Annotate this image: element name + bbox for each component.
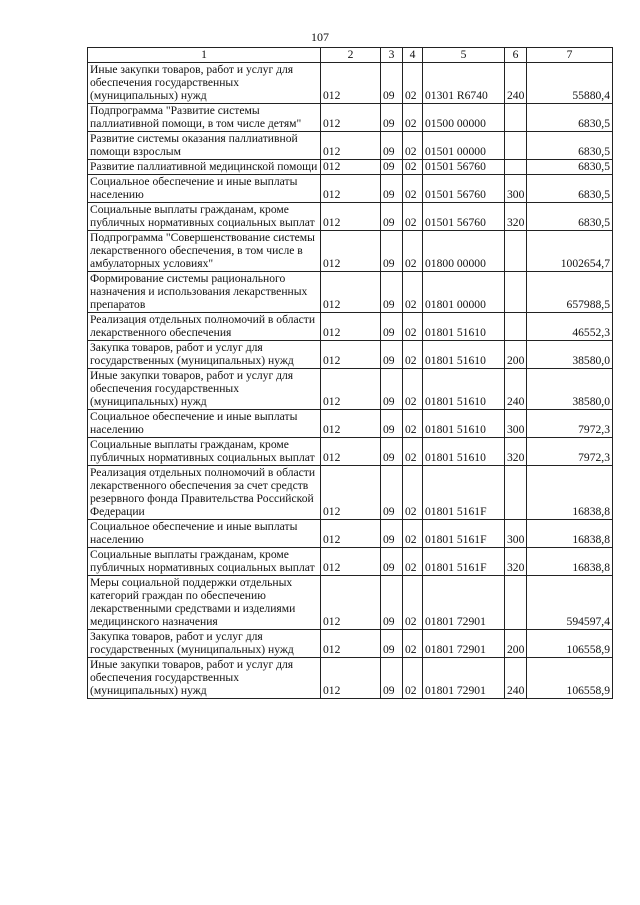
section-code-cell: 09 <box>381 438 403 466</box>
target-article-cell: 01800 00000 <box>423 231 505 272</box>
ministry-code-cell: 012 <box>321 630 381 658</box>
target-article-cell: 01801 51610 <box>423 341 505 369</box>
table-row <box>88 341 613 369</box>
expense-type-cell <box>505 466 527 520</box>
row-name-cell: Социальные выплаты гражданам, кроме публичных нормативных социальных выплат <box>88 548 321 576</box>
expense-type-cell <box>505 132 527 160</box>
ministry-code-cell: 012 <box>321 576 381 630</box>
table-row <box>88 175 613 203</box>
table-row <box>88 658 613 699</box>
row-name-cell: Социальное обеспечение и иные выплаты населению <box>88 175 321 203</box>
table-row <box>88 576 613 630</box>
expense-type-cell <box>505 231 527 272</box>
row-name-cell: Развитие системы оказания паллиативной помощи взрослым <box>88 132 321 160</box>
ministry-code-cell: 012 <box>321 466 381 520</box>
row-name-cell: Социальное обеспечение и иные выплаты населению <box>88 520 321 548</box>
amount-cell: 1002654,7 <box>527 231 613 272</box>
expense-type-cell: 240 <box>505 63 527 104</box>
table-row <box>88 231 613 272</box>
table-row <box>88 160 613 175</box>
target-article-cell: 01500 00000 <box>423 104 505 132</box>
ministry-code-cell: 012 <box>321 313 381 341</box>
target-article-cell: 01501 56760 <box>423 160 505 175</box>
ministry-code-cell: 012 <box>321 272 381 313</box>
column-header: 6 <box>505 48 527 63</box>
ministry-code-cell: 012 <box>321 175 381 203</box>
section-code-cell: 09 <box>381 548 403 576</box>
section-code-cell: 09 <box>381 104 403 132</box>
row-name-cell: Закупка товаров, работ и услуг для государственных (муниципальных) нужд <box>88 341 321 369</box>
subsection-code-cell: 02 <box>403 630 423 658</box>
subsection-code-cell: 02 <box>403 203 423 231</box>
subsection-code-cell: 02 <box>403 63 423 104</box>
ministry-code-cell: 012 <box>321 369 381 410</box>
ministry-code-cell: 012 <box>321 203 381 231</box>
amount-cell: 6830,5 <box>527 104 613 132</box>
expense-type-cell <box>505 160 527 175</box>
section-code-cell: 09 <box>381 466 403 520</box>
section-code-cell: 09 <box>381 203 403 231</box>
amount-cell: 657988,5 <box>527 272 613 313</box>
row-name-cell: Подпрограмма "Совершенствование системы лекарственного обеспечения, в том числе в амбулаторных условиях" <box>88 231 321 272</box>
target-article-cell: 01801 51610 <box>423 313 505 341</box>
section-code-cell: 09 <box>381 160 403 175</box>
target-article-cell: 01801 00000 <box>423 272 505 313</box>
subsection-code-cell: 02 <box>403 548 423 576</box>
section-code-cell: 09 <box>381 341 403 369</box>
row-name-cell: Меры социальной поддержки отдельных категорий граждан по обеспечению лекарственными средствами и изделиями медицинского назначения <box>88 576 321 630</box>
table-row <box>88 272 613 313</box>
subsection-code-cell: 02 <box>403 410 423 438</box>
subsection-code-cell: 02 <box>403 438 423 466</box>
subsection-code-cell: 02 <box>403 231 423 272</box>
ministry-code-cell: 012 <box>321 231 381 272</box>
expense-type-cell: 320 <box>505 548 527 576</box>
column-header: 7 <box>527 48 613 63</box>
target-article-cell: 01801 51610 <box>423 438 505 466</box>
subsection-code-cell: 02 <box>403 132 423 160</box>
subsection-code-cell: 02 <box>403 272 423 313</box>
amount-cell: 38580,0 <box>527 369 613 410</box>
amount-cell: 106558,9 <box>527 658 613 699</box>
section-code-cell: 09 <box>381 369 403 410</box>
target-article-cell: 01801 72901 <box>423 576 505 630</box>
ministry-code-cell: 012 <box>321 341 381 369</box>
section-code-cell: 09 <box>381 313 403 341</box>
section-code-cell: 09 <box>381 576 403 630</box>
ministry-code-cell: 012 <box>321 410 381 438</box>
row-name-cell: Подпрограмма "Развитие системы паллиативной помощи, в том числе детям" <box>88 104 321 132</box>
expense-type-cell: 200 <box>505 341 527 369</box>
row-name-cell: Закупка товаров, работ и услуг для государственных (муниципальных) нужд <box>88 630 321 658</box>
expense-type-cell: 320 <box>505 203 527 231</box>
subsection-code-cell: 02 <box>403 520 423 548</box>
row-name-cell: Развитие паллиативной медицинской помощи <box>88 160 321 175</box>
target-article-cell: 01801 5161F <box>423 520 505 548</box>
row-name-cell: Социальные выплаты гражданам, кроме публичных нормативных социальных выплат <box>88 203 321 231</box>
table-header-row <box>88 48 613 63</box>
table-row <box>88 313 613 341</box>
target-article-cell: 01801 5161F <box>423 548 505 576</box>
expense-type-cell <box>505 576 527 630</box>
budget-table <box>87 47 613 699</box>
expense-type-cell: 240 <box>505 369 527 410</box>
expense-type-cell: 240 <box>505 658 527 699</box>
subsection-code-cell: 02 <box>403 313 423 341</box>
section-code-cell: 09 <box>381 520 403 548</box>
amount-cell: 594597,4 <box>527 576 613 630</box>
amount-cell: 16838,8 <box>527 520 613 548</box>
target-article-cell: 01801 51610 <box>423 369 505 410</box>
row-name-cell: Социальное обеспечение и иные выплаты населению <box>88 410 321 438</box>
page-number: 107 <box>311 30 329 44</box>
target-article-cell: 01801 72901 <box>423 658 505 699</box>
column-header: 1 <box>88 48 321 63</box>
amount-cell: 16838,8 <box>527 466 613 520</box>
table-row <box>88 548 613 576</box>
expense-type-cell <box>505 313 527 341</box>
row-name-cell: Иные закупки товаров, работ и услуг для обеспечения государственных (муниципальных) нужд <box>88 369 321 410</box>
expense-type-cell: 300 <box>505 410 527 438</box>
target-article-cell: 01501 00000 <box>423 132 505 160</box>
target-article-cell: 01801 51610 <box>423 410 505 438</box>
amount-cell: 7972,3 <box>527 410 613 438</box>
table-row <box>88 520 613 548</box>
ministry-code-cell: 012 <box>321 132 381 160</box>
column-header: 3 <box>381 48 403 63</box>
table-row <box>88 203 613 231</box>
subsection-code-cell: 02 <box>403 160 423 175</box>
ministry-code-cell: 012 <box>321 63 381 104</box>
table-row <box>88 104 613 132</box>
row-name-cell: Реализация отдельных полномочий в области лекарственного обеспечения <box>88 313 321 341</box>
column-header: 4 <box>403 48 423 63</box>
subsection-code-cell: 02 <box>403 658 423 699</box>
target-article-cell: 01501 56760 <box>423 175 505 203</box>
row-name-cell: Формирование системы рационального назначения и использования лекарственных препаратов <box>88 272 321 313</box>
ministry-code-cell: 012 <box>321 548 381 576</box>
table-row <box>88 410 613 438</box>
section-code-cell: 09 <box>381 272 403 313</box>
section-code-cell: 09 <box>381 658 403 699</box>
target-article-cell: 01801 5161F <box>423 466 505 520</box>
subsection-code-cell: 02 <box>403 576 423 630</box>
row-name-cell: Иные закупки товаров, работ и услуг для обеспечения государственных (муниципальных) нужд <box>88 658 321 699</box>
row-name-cell: Социальные выплаты гражданам, кроме публичных нормативных социальных выплат <box>88 438 321 466</box>
section-code-cell: 09 <box>381 231 403 272</box>
subsection-code-cell: 02 <box>403 175 423 203</box>
expense-type-cell <box>505 272 527 313</box>
table-row <box>88 630 613 658</box>
section-code-cell: 09 <box>381 630 403 658</box>
subsection-code-cell: 02 <box>403 369 423 410</box>
amount-cell: 6830,5 <box>527 132 613 160</box>
section-code-cell: 09 <box>381 63 403 104</box>
table-row <box>88 369 613 410</box>
table-row <box>88 466 613 520</box>
row-name-cell: Иные закупки товаров, работ и услуг для обеспечения государственных (муниципальных) нужд <box>88 63 321 104</box>
target-article-cell: 01501 56760 <box>423 203 505 231</box>
expense-type-cell: 200 <box>505 630 527 658</box>
target-article-cell: 01801 72901 <box>423 630 505 658</box>
amount-cell: 16838,8 <box>527 548 613 576</box>
section-code-cell: 09 <box>381 410 403 438</box>
amount-cell: 46552,3 <box>527 313 613 341</box>
table-row <box>88 132 613 160</box>
amount-cell: 6830,5 <box>527 175 613 203</box>
table-row <box>88 63 613 104</box>
ministry-code-cell: 012 <box>321 438 381 466</box>
column-header: 2 <box>321 48 381 63</box>
amount-cell: 106558,9 <box>527 630 613 658</box>
table-row <box>88 438 613 466</box>
expense-type-cell: 300 <box>505 520 527 548</box>
amount-cell: 7972,3 <box>527 438 613 466</box>
amount-cell: 38580,0 <box>527 341 613 369</box>
ministry-code-cell: 012 <box>321 104 381 132</box>
amount-cell: 6830,5 <box>527 160 613 175</box>
section-code-cell: 09 <box>381 175 403 203</box>
amount-cell: 6830,5 <box>527 203 613 231</box>
column-header: 5 <box>423 48 505 63</box>
amount-cell: 55880,4 <box>527 63 613 104</box>
subsection-code-cell: 02 <box>403 341 423 369</box>
subsection-code-cell: 02 <box>403 104 423 132</box>
expense-type-cell <box>505 104 527 132</box>
ministry-code-cell: 012 <box>321 520 381 548</box>
expense-type-cell: 300 <box>505 175 527 203</box>
subsection-code-cell: 02 <box>403 466 423 520</box>
section-code-cell: 09 <box>381 132 403 160</box>
expense-type-cell: 320 <box>505 438 527 466</box>
ministry-code-cell: 012 <box>321 658 381 699</box>
ministry-code-cell: 012 <box>321 160 381 175</box>
target-article-cell: 01301 R6740 <box>423 63 505 104</box>
row-name-cell: Реализация отдельных полномочий в области лекарственного обеспечения за счет средств резервного фонда Правительства Российской Федерации <box>88 466 321 520</box>
